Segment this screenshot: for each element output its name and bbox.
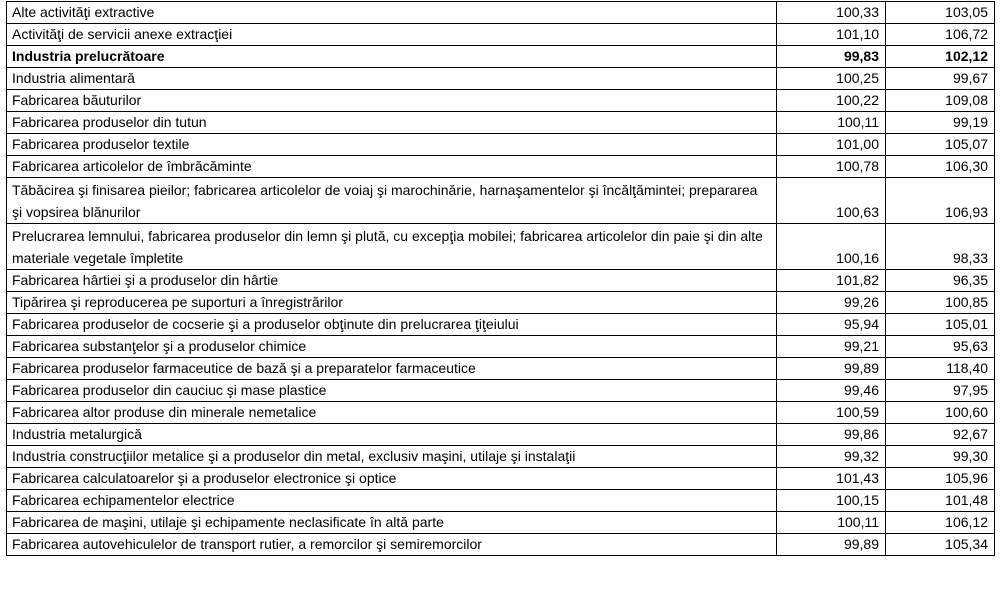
table-row [7, 178, 995, 224]
index-value-2-cell[interactable]: 99,19 [886, 112, 995, 134]
index-value-1-cell[interactable]: 100,78 [777, 156, 886, 178]
activity-name-cell[interactable]: Industria construcţiilor metalice şi a produselor din metal, exclusiv maşini, utilaje şi instalaţii [7, 446, 777, 468]
table-row [7, 134, 995, 156]
activity-name-cell[interactable]: Prelucrarea lemnului, fabricarea produselor din lemn şi plută, cu excepţia mobilei; fabricarea articolelor din paie şi din alte materiale vegetale împletite [7, 224, 777, 270]
index-value-1-cell[interactable]: 100,33 [777, 2, 886, 24]
index-value-2-cell[interactable]: 99,30 [886, 446, 995, 468]
activity-name-cell[interactable]: Fabricarea produselor textile [7, 134, 777, 156]
table-row [7, 534, 995, 556]
index-value-1-cell[interactable]: 100,16 [777, 224, 886, 270]
index-value-2-cell[interactable]: 99,67 [886, 68, 995, 90]
index-value-1-cell[interactable]: 100,11 [777, 512, 886, 534]
table-row [7, 224, 995, 270]
index-value-2-cell[interactable]: 106,12 [886, 512, 995, 534]
index-value-2-cell[interactable]: 105,01 [886, 314, 995, 336]
index-value-2-cell[interactable]: 92,67 [886, 424, 995, 446]
index-value-1-cell[interactable]: 99,83 [777, 46, 886, 68]
activity-name-cell[interactable]: Alte activităţi extractive [7, 2, 777, 24]
index-value-2-cell[interactable]: 96,35 [886, 270, 995, 292]
index-value-1-cell[interactable]: 99,86 [777, 424, 886, 446]
activity-name-cell[interactable]: Fabricarea hârtiei şi a produselor din hârtie [7, 270, 777, 292]
index-value-2-cell[interactable]: 102,12 [886, 46, 995, 68]
industry-index-table [6, 1, 995, 556]
table-row [7, 270, 995, 292]
activity-name-cell[interactable]: Fabricarea echipamentelor electrice [7, 490, 777, 512]
index-value-1-cell[interactable]: 100,15 [777, 490, 886, 512]
index-value-2-cell[interactable]: 106,93 [886, 178, 995, 224]
index-value-2-cell[interactable]: 118,40 [886, 358, 995, 380]
table-row [7, 446, 995, 468]
index-value-1-cell[interactable]: 99,89 [777, 358, 886, 380]
table-row [7, 314, 995, 336]
activity-name-cell[interactable]: Fabricarea calculatoarelor şi a produselor electronice şi optice [7, 468, 777, 490]
index-value-1-cell[interactable]: 99,46 [777, 380, 886, 402]
activity-name-cell[interactable]: Industria metalurgică [7, 424, 777, 446]
activity-name-cell[interactable]: Tăbăcirea şi finisarea pieilor; fabricarea articolelor de voiaj şi marochinărie, harnaşamentelor şi încălţămintei; prepararea şi vopsirea blănurilor [7, 178, 777, 224]
index-value-1-cell[interactable]: 100,59 [777, 402, 886, 424]
activity-name-cell[interactable]: Activităţi de servicii anexe extracţiei [7, 24, 777, 46]
table-row [7, 468, 995, 490]
activity-name-cell[interactable]: Fabricarea băuturilor [7, 90, 777, 112]
activity-name-cell[interactable]: Industria alimentară [7, 68, 777, 90]
table-row [7, 2, 995, 24]
activity-name-cell[interactable]: Fabricarea autovehiculelor de transport rutier, a remorcilor şi semiremorcilor [7, 534, 777, 556]
index-value-1-cell[interactable]: 100,11 [777, 112, 886, 134]
activity-name-cell[interactable]: Fabricarea produselor din cauciuc şi mase plastice [7, 380, 777, 402]
table-row [7, 156, 995, 178]
index-value-1-cell[interactable]: 99,32 [777, 446, 886, 468]
index-value-1-cell[interactable]: 99,89 [777, 534, 886, 556]
table-row [7, 46, 995, 68]
index-value-2-cell[interactable]: 109,08 [886, 90, 995, 112]
index-value-2-cell[interactable]: 100,85 [886, 292, 995, 314]
activity-name-cell[interactable]: Tipărirea şi reproducerea pe suporturi a înregistrărilor [7, 292, 777, 314]
table-row [7, 402, 995, 424]
index-value-1-cell[interactable]: 101,00 [777, 134, 886, 156]
activity-name-cell[interactable]: Fabricarea articolelor de îmbrăcăminte [7, 156, 777, 178]
index-value-2-cell[interactable]: 106,72 [886, 24, 995, 46]
table-row [7, 24, 995, 46]
table-row [7, 358, 995, 380]
table-row [7, 292, 995, 314]
table-row [7, 490, 995, 512]
index-value-2-cell[interactable]: 100,60 [886, 402, 995, 424]
table-row [7, 380, 995, 402]
index-value-2-cell[interactable]: 101,48 [886, 490, 995, 512]
index-value-2-cell[interactable]: 105,96 [886, 468, 995, 490]
index-value-1-cell[interactable]: 101,10 [777, 24, 886, 46]
table-row [7, 112, 995, 134]
table-row [7, 512, 995, 534]
table-row [7, 90, 995, 112]
activity-name-cell[interactable]: Fabricarea de maşini, utilaje şi echipamente neclasificate în altă parte [7, 512, 777, 534]
index-value-2-cell[interactable]: 106,30 [886, 156, 995, 178]
index-value-1-cell[interactable]: 101,82 [777, 270, 886, 292]
index-value-1-cell[interactable]: 100,63 [777, 178, 886, 224]
index-value-2-cell[interactable]: 97,95 [886, 380, 995, 402]
activity-name-cell[interactable]: Fabricarea produselor din tutun [7, 112, 777, 134]
activity-name-cell[interactable]: Fabricarea produselor de cocserie şi a produselor obţinute din prelucrarea ţiţeiului [7, 314, 777, 336]
table-row [7, 336, 995, 358]
index-value-2-cell[interactable]: 95,63 [886, 336, 995, 358]
index-value-1-cell[interactable]: 99,26 [777, 292, 886, 314]
table-row [7, 424, 995, 446]
index-value-2-cell[interactable]: 98,33 [886, 224, 995, 270]
activity-name-cell[interactable]: Fabricarea produselor farmaceutice de bază şi a preparatelor farmaceutice [7, 358, 777, 380]
index-value-2-cell[interactable]: 105,34 [886, 534, 995, 556]
index-value-1-cell[interactable]: 95,94 [777, 314, 886, 336]
index-value-2-cell[interactable]: 103,05 [886, 2, 995, 24]
index-value-1-cell[interactable]: 100,22 [777, 90, 886, 112]
activity-name-cell[interactable]: Industria prelucrătoare [7, 46, 777, 68]
table-body [7, 2, 995, 556]
activity-name-cell[interactable]: Fabricarea altor produse din minerale nemetalice [7, 402, 777, 424]
index-value-1-cell[interactable]: 100,25 [777, 68, 886, 90]
index-value-2-cell[interactable]: 105,07 [886, 134, 995, 156]
activity-name-cell[interactable]: Fabricarea substanţelor şi a produselor chimice [7, 336, 777, 358]
table-row [7, 68, 995, 90]
index-value-1-cell[interactable]: 99,21 [777, 336, 886, 358]
index-value-1-cell[interactable]: 101,43 [777, 468, 886, 490]
